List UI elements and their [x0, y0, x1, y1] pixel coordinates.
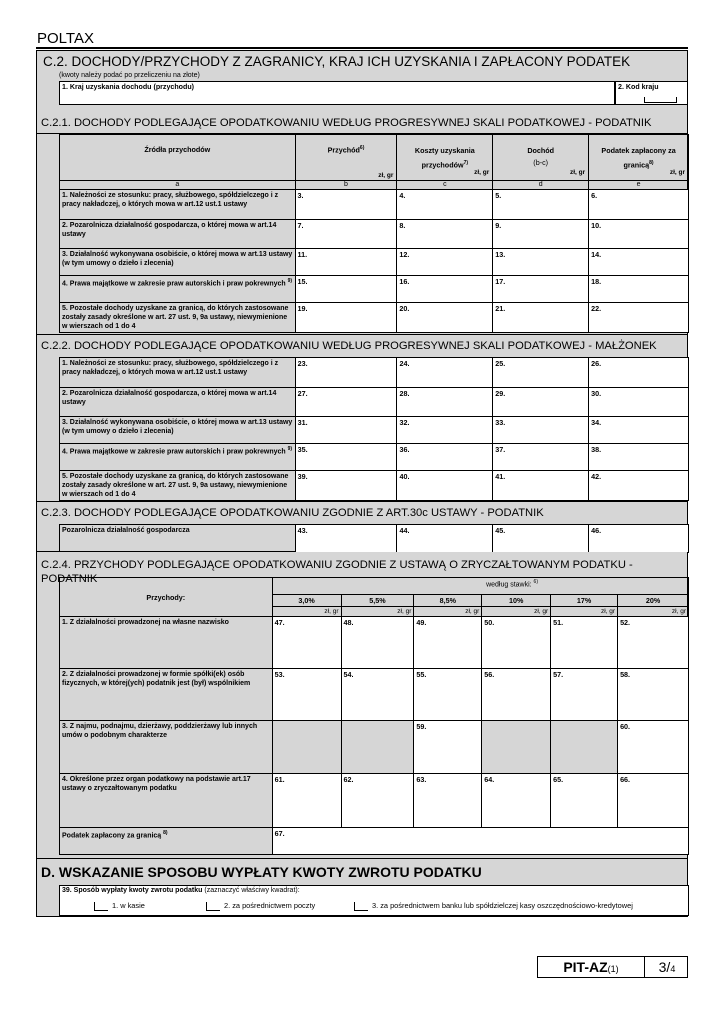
- refund-method-label: [62, 887, 300, 894]
- refund-method-field: [59, 885, 689, 916]
- option-post-label: 2. za pośrednictwem poczty: [224, 901, 316, 910]
- field-44[interactable]: 44.: [397, 525, 493, 553]
- section-c2-note: (kwoty należy podać po przeliczeniu na złote): [59, 72, 200, 79]
- brand-title: POLTAX: [37, 30, 94, 47]
- unit-label: zł, gr: [482, 607, 551, 617]
- top-rule: [36, 47, 688, 49]
- section-c23-title: C.2.3. DOCHODY PODLEGAJĄCE OPODATKOWANIU ZGODNIE Z ART.30c USTAWY - PODATNIK: [41, 507, 544, 519]
- unit-label: zł, gr: [474, 169, 490, 176]
- tax-paid-footnote: 8): [163, 830, 168, 836]
- field-5[interactable]: 5.: [493, 190, 589, 220]
- c21-table: [59, 134, 689, 333]
- rates-footnote: 6): [533, 579, 538, 585]
- rate-10: 10%: [482, 595, 551, 607]
- c22-row-label: 3. Działalność wykonywana osobiście, o której mowa w art.13 ustawy (w tym umowy o dzieło i zlecenia): [60, 417, 296, 444]
- unit-label: zł, gr: [341, 607, 414, 617]
- field-17[interactable]: 17.: [493, 276, 589, 303]
- field-40[interactable]: 40.: [397, 471, 493, 501]
- field-18[interactable]: 18.: [589, 276, 689, 303]
- letter-d: d: [493, 181, 589, 190]
- field-46[interactable]: 46.: [589, 525, 689, 553]
- section-c2-title: C.2. DOCHODY/PRZYCHODY Z ZAGRANICY, KRAJ ICH UZYSKANIA I ZAPŁACONY PODATEK: [43, 54, 631, 69]
- letter-a: a: [60, 181, 296, 190]
- section-d: [36, 859, 688, 917]
- field-48[interactable]: 48.: [341, 617, 414, 669]
- c22-table: [59, 357, 689, 501]
- field-36[interactable]: 36.: [397, 444, 493, 471]
- field-23[interactable]: 23.: [295, 358, 397, 388]
- rate-5-5: 5,5%: [341, 595, 414, 607]
- field-11[interactable]: 11.: [295, 249, 397, 276]
- field-67[interactable]: 67.: [272, 828, 688, 855]
- field-24[interactable]: 24.: [397, 358, 493, 388]
- field-20[interactable]: 20.: [397, 303, 493, 333]
- field-7[interactable]: 7.: [295, 220, 397, 249]
- col-revenues-label: Przychody:: [146, 592, 186, 602]
- c21-row-label: 3. Działalność wykonywana osobiście, o której mowa w art.13 ustawy (w tym umowy o dzieło i zlecenia): [60, 249, 296, 276]
- c21-row-label: 2. Pozarolnicza działalność gospodarcza, o której mowa w art.14 ustawy: [60, 220, 296, 249]
- c22-row-footnote: 9): [287, 446, 293, 452]
- option-cash[interactable]: [94, 901, 145, 911]
- field-21[interactable]: 21.: [493, 303, 589, 333]
- field-8[interactable]: 8.: [397, 220, 493, 249]
- c21-row-label: 5. Pozostałe dochody uzyskane za granicą, do których zastosowane zostały zasady określone w art. 27 ust. 9, 9a ustawy, niewymienione w wierszach od 1 do 4: [60, 303, 296, 333]
- disabled-cell: [272, 721, 341, 774]
- checkbox[interactable]: [354, 902, 368, 911]
- col-income-label: Przychód: [327, 145, 360, 155]
- c21-row-label: 1. Należności ze stosunku: pracy, służbowego, spółdzielczego i z pracy nakładczej, o których mowa w art.12 ust.1 ustawy: [60, 190, 296, 220]
- field-60[interactable]: 60.: [618, 721, 689, 774]
- col-sources: [60, 135, 296, 181]
- col-income-net: [493, 135, 589, 181]
- field-15[interactable]: 15.: [295, 276, 397, 303]
- field-33[interactable]: 33.: [493, 417, 589, 444]
- field-30[interactable]: 30.: [589, 388, 689, 417]
- col-tax-paid: [589, 135, 689, 181]
- checkbox[interactable]: [94, 902, 108, 911]
- field-3[interactable]: 3.: [295, 190, 397, 220]
- field-6[interactable]: 6.: [589, 190, 689, 220]
- page-total: 4: [670, 964, 676, 974]
- col-costs: [397, 135, 493, 181]
- country-field[interactable]: [59, 81, 615, 105]
- col-costs-label-2: przychodów: [421, 160, 464, 170]
- disabled-cell: [551, 721, 618, 774]
- section-c24-title: C.2.4. PRZYCHODY PODLEGAJĄCE OPODATKOWANIU ZGODNIE Z USTAWĄ O ZRYCZAŁTOWANYM PODATKU - PODATNIK: [41, 559, 633, 585]
- field-13[interactable]: 13.: [493, 249, 589, 276]
- page-current: 3/: [658, 959, 671, 975]
- field-65[interactable]: 65.: [551, 774, 618, 828]
- c22-row-label-text: 4. Prawa majątkowe w zakresie praw autorskich i praw pokrewnych: [62, 448, 286, 456]
- option-bank[interactable]: [354, 901, 633, 911]
- field-47[interactable]: 47.: [272, 617, 341, 669]
- field-42[interactable]: 42.: [589, 471, 689, 501]
- c23-row-label: Pozarolnicza działalność gospodarcza: [60, 525, 296, 553]
- col-revenues: [60, 578, 273, 617]
- field-51[interactable]: 51.: [551, 617, 618, 669]
- field-64[interactable]: 64.: [482, 774, 551, 828]
- field-43[interactable]: 43.: [295, 525, 397, 553]
- disabled-cell: [341, 721, 414, 774]
- field-57[interactable]: 57.: [551, 669, 618, 721]
- field-32[interactable]: 32.: [397, 417, 493, 444]
- field-61[interactable]: 61.: [272, 774, 341, 828]
- unit-label: zł, gr: [414, 607, 482, 617]
- field-16[interactable]: 16.: [397, 276, 493, 303]
- country-code-label: 2. Kod kraju: [618, 83, 659, 91]
- section-c21-title: C.2.1. DOCHODY PODLEGAJĄCE OPODATKOWANIU WEDŁUG PROGRESYWNEJ SKALI PODATKOWEJ - PODATNIK: [41, 117, 652, 129]
- unit-label: zł, gr: [618, 607, 689, 617]
- unit-label: zł, gr: [378, 172, 394, 179]
- option-bank-label: 3. za pośrednictwem banku lub spółdzielczej kasy oszczędnościowo-kredytowej: [372, 901, 633, 910]
- field-49[interactable]: 49.: [414, 617, 482, 669]
- field-10[interactable]: 10.: [589, 220, 689, 249]
- form-name: PIT-AZ: [563, 959, 608, 975]
- c21-block: [36, 134, 688, 335]
- field-31[interactable]: 31.: [295, 417, 397, 444]
- field-22[interactable]: 22.: [589, 303, 689, 333]
- unit-label: zł, gr: [551, 607, 618, 617]
- field-28[interactable]: 28.: [397, 388, 493, 417]
- c21-row-footnote: 9): [287, 278, 293, 284]
- section-d-title: D. WSKAZANIE SPOSOBU WYPŁATY KWOTY ZWROTU PODATKU: [41, 864, 482, 880]
- col-income-net-label: Dochód: [527, 146, 555, 155]
- field-54[interactable]: 54.: [341, 669, 414, 721]
- section-c2: [36, 50, 688, 134]
- field-9[interactable]: 9.: [493, 220, 589, 249]
- form-id: [538, 957, 645, 977]
- rate-8-5: 8,5%: [414, 595, 482, 607]
- c24-row-label: 4. Określone przez organ podatkowy na podstawie art.17 ustawy o zryczałtowanym podatku: [60, 774, 273, 828]
- field-39[interactable]: 39.: [295, 471, 397, 501]
- letter-e: e: [589, 181, 689, 190]
- letter-b: b: [295, 181, 397, 190]
- field-35[interactable]: 35.: [295, 444, 397, 471]
- option-post[interactable]: [206, 901, 315, 911]
- country-label: 1. Kraj uzyskania dochodu (przychodu): [62, 83, 195, 91]
- rate-17: 17%: [551, 595, 618, 607]
- page-number: [646, 957, 688, 977]
- rates-header: [272, 578, 688, 595]
- field-45[interactable]: 45.: [493, 525, 589, 553]
- c23-block: [36, 502, 688, 552]
- c21-row-label-text: 4. Prawa majątkowe w zakresie praw autorskich i praw pokrewnych: [62, 280, 286, 288]
- col-costs-footnote: 7): [463, 160, 469, 166]
- form-variant: (1): [607, 964, 619, 974]
- refund-method-hint: (zaznaczyć właściwy kwadrat):: [204, 887, 300, 894]
- rates-label: według stawki:: [486, 581, 532, 589]
- checkbox[interactable]: [206, 902, 220, 911]
- c24-block: [36, 552, 688, 859]
- col-costs-label-1: Koszty uzyskania: [414, 146, 475, 155]
- field-50[interactable]: 50.: [482, 617, 551, 669]
- field-53[interactable]: 53.: [272, 669, 341, 721]
- field-66[interactable]: 66.: [618, 774, 689, 828]
- c24-row-label: 3. Z najmu, podnajmu, dzierżawy, poddzierżawy lub innych umów o podobnym charakterze: [60, 721, 273, 774]
- tax-paid-label-text: Podatek zapłacony za granicą: [62, 832, 162, 840]
- tax-paid-label: [60, 828, 273, 855]
- field-58[interactable]: 58.: [618, 669, 689, 721]
- unit-label: zł, gr: [669, 169, 685, 176]
- field-63[interactable]: 63.: [414, 774, 482, 828]
- field-34[interactable]: 34.: [589, 417, 689, 444]
- unit-label: zł, gr: [272, 607, 341, 617]
- field-27[interactable]: 27.: [295, 388, 397, 417]
- letter-c: c: [397, 181, 493, 190]
- col-tax-paid-footnote: 8): [649, 160, 654, 166]
- c22-row-label: [60, 444, 296, 471]
- refund-method-title: 39. Sposób wypłaty kwoty zwrotu podatku: [62, 887, 203, 894]
- field-41[interactable]: 41.: [493, 471, 589, 501]
- c22-row-label: 1. Należności ze stosunku: pracy, służbowego, spółdzielczego i z pracy nakładczej, o których mowa w art.12 ust.1 ustawy: [60, 358, 296, 388]
- col-income-net-formula: (b-c): [533, 158, 549, 167]
- field-59[interactable]: 59.: [414, 721, 482, 774]
- c24-table: [59, 577, 689, 855]
- field-62[interactable]: 62.: [341, 774, 414, 828]
- col-income: [295, 135, 397, 181]
- section-c22-title: C.2.2. DOCHODY PODLEGAJĄCE OPODATKOWANIU WEDŁUG PROGRESYWNEJ SKALI PODATKOWEJ - MAŁŻONEK: [41, 340, 657, 352]
- field-55[interactable]: 55.: [414, 669, 482, 721]
- unit-label: zł, gr: [569, 169, 586, 176]
- field-19[interactable]: 19.: [295, 303, 397, 333]
- field-29[interactable]: 29.: [493, 388, 589, 417]
- disabled-cell: [482, 721, 551, 774]
- field-25[interactable]: 25.: [493, 358, 589, 388]
- c24-row-label: 1. Z działalności prowadzonej na własne nazwisko: [60, 617, 273, 669]
- c23-table: [59, 524, 689, 553]
- col-tax-paid-label-2: granicą: [623, 160, 650, 170]
- footer-box: [537, 956, 688, 978]
- rate-3-0: 3,0%: [272, 595, 341, 607]
- field-56[interactable]: 56.: [482, 669, 551, 721]
- col-sources-label: Źródła przychodów: [144, 145, 211, 154]
- c22-row-label: 5. Pozostałe dochody uzyskane za granicą, do których zastosowane zostały zasady określone w art. 27 ust. 9, 9a ustawy, niewymienione w wierszach od 1 do 4: [60, 471, 296, 501]
- field-52[interactable]: 52.: [618, 617, 689, 669]
- field-26[interactable]: 26.: [589, 358, 689, 388]
- field-37[interactable]: 37.: [493, 444, 589, 471]
- col-tax-paid-label-1: Podatek zapłacony za: [601, 146, 676, 155]
- c24-row-label: 2. Z działalności prowadzonej w formie spółki(ek) osób fizycznych, w której(ych) podatnik jest (był) wspólnikiem: [60, 669, 273, 721]
- field-12[interactable]: 12.: [397, 249, 493, 276]
- field-38[interactable]: 38.: [589, 444, 689, 471]
- rate-20: 20%: [618, 595, 689, 607]
- option-cash-label: 1. w kasie: [112, 901, 145, 910]
- col-income-footnote: 6): [359, 145, 365, 151]
- field-14[interactable]: 14.: [589, 249, 689, 276]
- c21-row-label: [60, 276, 296, 303]
- country-code-field[interactable]: [615, 81, 688, 105]
- field-4[interactable]: 4.: [397, 190, 493, 220]
- c22-row-label: 2. Pozarolnicza działalność gospodarcza, o której mowa w art.14 ustawy: [60, 388, 296, 417]
- country-code-box: [644, 97, 677, 103]
- c22-block: [36, 335, 688, 502]
